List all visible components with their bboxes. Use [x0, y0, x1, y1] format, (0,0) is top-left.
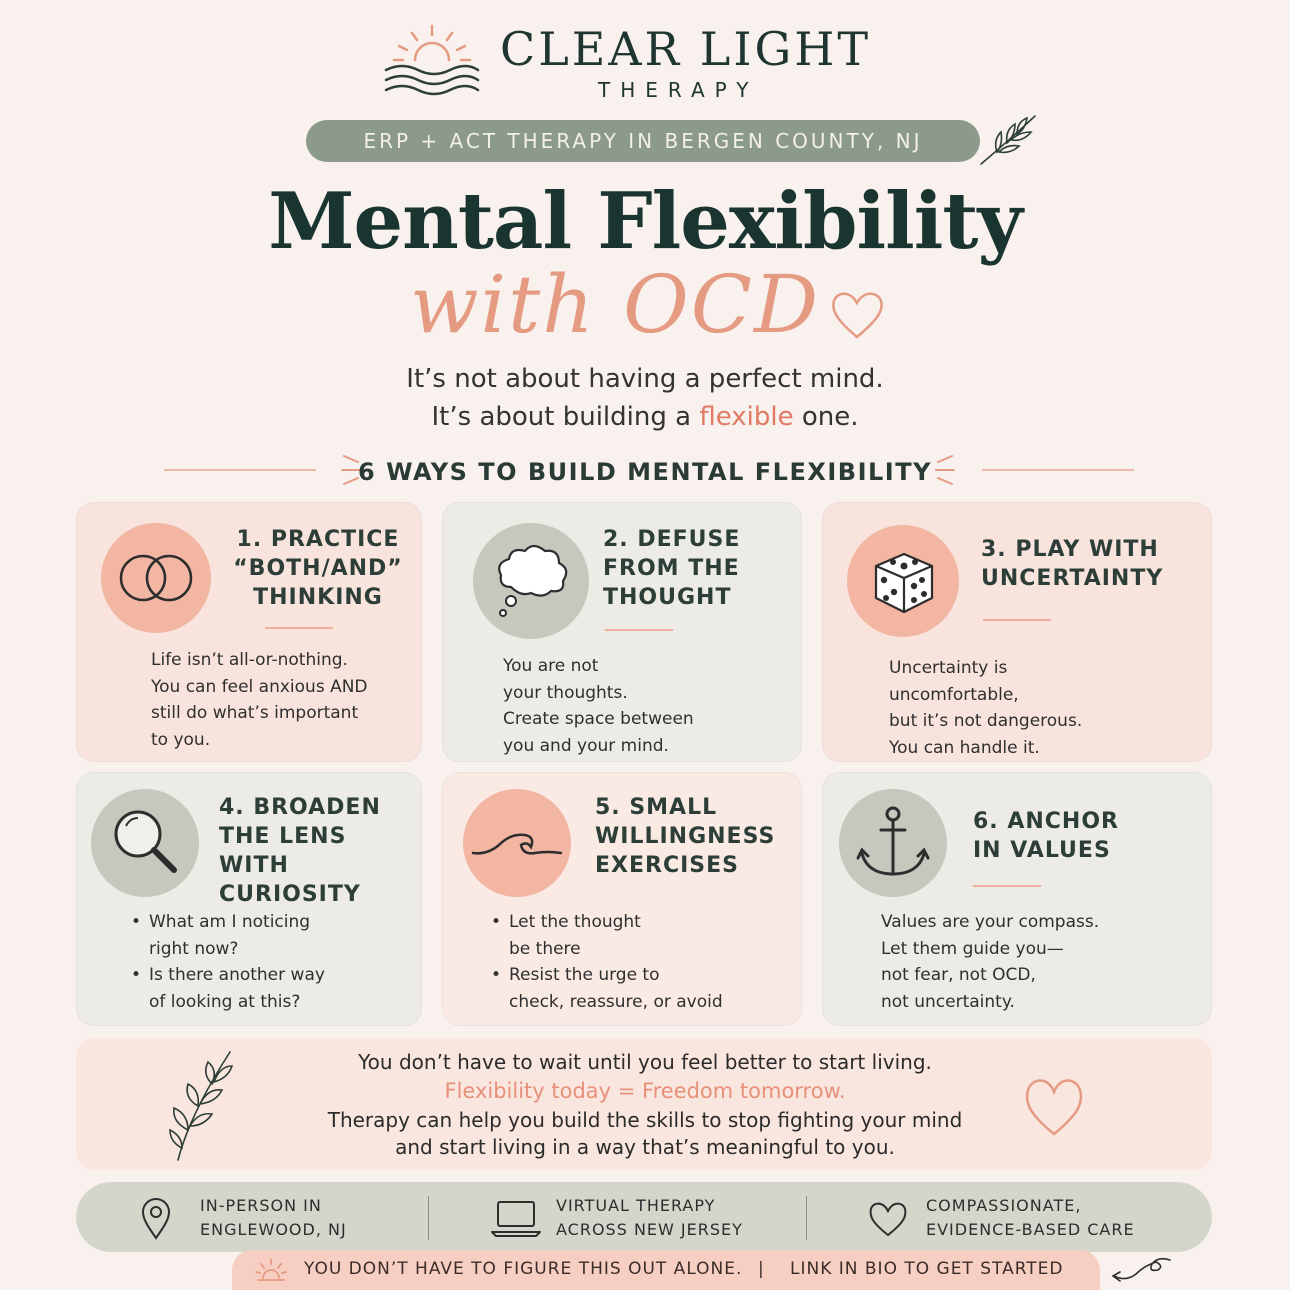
card-icon-circle [473, 523, 589, 639]
card-uncertainty [822, 502, 1212, 762]
banner-accent: Flexibility today = Freedom tomorrow. [444, 1079, 846, 1103]
title-script: with OCD [410, 258, 821, 351]
card-defuse [442, 502, 802, 762]
card-icon-circle [101, 523, 211, 633]
tagline-line-2: It’s about building a flexible one. [431, 402, 859, 432]
card-divider [605, 629, 673, 631]
info-compassionate: COMPASSIONATE, EVIDENCE-BASED CARE [926, 1196, 1135, 1239]
list-item: • Is there another way of looking at this? [131, 962, 325, 1015]
brand-subtitle: THERAPY [598, 78, 759, 102]
card-body: Values are your compass. Let them guide you— not fear, not OCD, not uncertainty. [881, 912, 1100, 1012]
card-divider [973, 885, 1041, 887]
info-separator [428, 1196, 429, 1240]
footer-cta[interactable]: LINK IN BIO TO GET STARTED [790, 1259, 1064, 1279]
card-icon-circle [847, 525, 959, 637]
card-icon-circle [839, 789, 947, 897]
wave-icon [469, 813, 565, 873]
info-in-person: IN-PERSON IN ENGLEWOOD, NJ [200, 1196, 347, 1239]
burst-right-icon [934, 452, 956, 488]
card-icon-circle [463, 789, 571, 897]
heart-outline-icon [828, 287, 886, 341]
laptop-icon [490, 1198, 542, 1238]
curly-arrow-icon [1108, 1254, 1176, 1286]
page-title: Mental Flexibility [268, 176, 1022, 267]
card-title: 1. PRACTICE “BOTH/AND” THINKING [233, 527, 403, 610]
footer-reassurance: YOU DON’T HAVE TO FIGURE THIS OUT ALONE. [304, 1259, 743, 1279]
card-divider [983, 619, 1051, 621]
sun-over-waves-logo-icon [382, 20, 482, 100]
card-title: 2. DEFUSE FROM THE THOUGHT [603, 527, 741, 610]
card-divider [265, 627, 333, 629]
banner-line-1: You don’t have to wait until you feel better to start living. [358, 1050, 932, 1074]
dice-icon [858, 536, 948, 626]
list-item: • Let the thought be there [491, 909, 723, 962]
card-body: Uncertainty is uncomfortable, but it’s not dangerous. You can handle it. [889, 658, 1083, 758]
card-body: You are not your thoughts. Create space between you and your mind. [503, 656, 694, 756]
sun-icon [254, 1256, 288, 1282]
list-item: • What am I noticing right now? [131, 909, 325, 962]
info-separator [806, 1196, 807, 1240]
card-title: 5. SMALL WILLINGNESS EXERCISES [595, 795, 776, 878]
banner-line-3: Therapy can help you build the skills to stop fighting your mind [327, 1108, 963, 1132]
card-anchor-values [822, 772, 1212, 1026]
leaf-sprig-icon [975, 110, 1040, 170]
thought-cloud-icon [481, 531, 581, 631]
tagline-line-1: It’s not about having a perfect mind. [406, 364, 884, 394]
card-willingness [442, 772, 802, 1026]
list-item: • Resist the urge to check, reassure, or avoid [491, 962, 723, 1015]
location-pin-icon [140, 1196, 172, 1240]
card-icon-circle [91, 789, 199, 897]
card-title: 3. PLAY WITH UNCERTAINTY [981, 537, 1164, 591]
heart-icon [866, 1198, 910, 1238]
card-bullets [491, 909, 723, 1015]
section-heading: 6 WAYS TO BUILD MENTAL FLEXIBILITY [358, 458, 932, 486]
service-pill: ERP + ACT THERAPY IN BERGEN COUNTY, NJ [306, 120, 980, 162]
card-bullets [131, 909, 325, 1015]
banner-line-4: and start living in a way that’s meaningful to you. [395, 1135, 895, 1159]
magnifying-glass-icon [100, 798, 190, 888]
card-both-and [76, 502, 422, 762]
card-title: 6. ANCHOR IN VALUES [973, 809, 1119, 863]
anchor-icon [848, 798, 938, 888]
card-broaden-lens [76, 772, 422, 1026]
card-title: 4. BROADEN THE LENS WITH CURIOSITY [219, 795, 381, 907]
tagline-highlight: flexible [699, 402, 794, 432]
info-virtual: VIRTUAL THERAPY ACROSS NEW JERSEY [556, 1196, 743, 1239]
footer-separator: | [758, 1259, 765, 1279]
card-body: Life isn’t all-or-nothing. You can feel anxious AND still do what’s important to you. [151, 650, 368, 750]
heart-outline-icon [1020, 1072, 1088, 1140]
divider-right [982, 469, 1134, 471]
interlocking-rings-icon [111, 548, 201, 608]
brand-name: CLEAR LIGHT [500, 22, 872, 76]
